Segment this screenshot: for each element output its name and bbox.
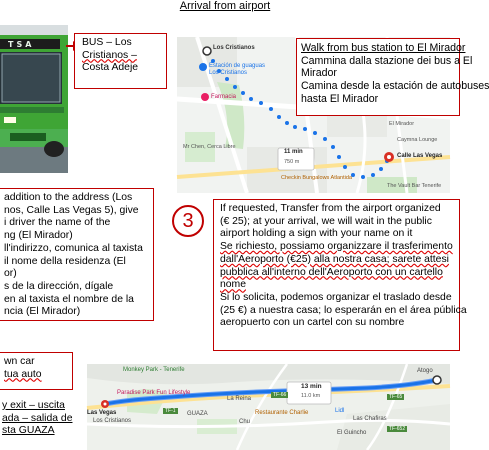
- transfer-line-3: airport holding a sign with your name on it: [220, 228, 413, 240]
- transfer-line-6: pubblica all'interno dell'Aeroporto con un cartello: [220, 266, 443, 278]
- map-label-estacion-2: Los Cristianos: [209, 70, 248, 76]
- walk-line-4: Camina desde la estación de autobuses: [301, 80, 489, 93]
- map-label-calle: Calle Las Vegas: [397, 153, 443, 159]
- taxi-line-4: ng (El Mirador): [4, 230, 73, 242]
- map2-label-chu: Chu: [239, 419, 251, 425]
- transfer-box: [213, 199, 467, 351]
- transfer-line-7: nome: [220, 279, 246, 291]
- map-label-checkin: Checkin Bungalows Atlantida: [281, 175, 352, 181]
- taxi-line-7: or): [4, 268, 17, 280]
- map2-label-guaza: GUAZA: [187, 411, 208, 417]
- bus-line-1: BUS – Los: [82, 37, 132, 48]
- map2-label-las-vegas: Las Vegas: [87, 410, 117, 416]
- taxi-line-1: addition to the address (Los: [4, 192, 133, 203]
- map-label-mirador: El Mirador: [389, 121, 415, 127]
- car-line-2: tua auto: [4, 368, 42, 380]
- exit-line-3: sta GUAZA: [2, 425, 55, 437]
- map2-label-paradise: Paradise Park Fun Lifestyle: [117, 390, 191, 396]
- map2-label-los-cristianos: Los Cristianos: [93, 418, 132, 424]
- transfer-line-9: (25 €) a nuestra casa; lo esperarán en el área pública: [220, 304, 467, 316]
- taxi-line-9: en al taxista el nombre de la: [4, 293, 134, 305]
- map-label-estacion-1: Estación de guaguas: [209, 63, 266, 69]
- walk-line-2: Cammina dalla stazione dei bus a El: [301, 54, 473, 67]
- taxi-line-2: nos, Calle Las Vegas 5), give: [4, 204, 139, 216]
- taxi-line-5: ll'indirizzo, comunica al taxista: [4, 242, 143, 254]
- transfer-line-2: (€ 25); at your arrival, we will wait in the public: [220, 215, 432, 227]
- walk-line-3: Mirador: [301, 67, 337, 80]
- car-line-1: wn car: [4, 356, 35, 367]
- map2-road-tf65: TF-65: [389, 394, 403, 400]
- map-label-vault: The Vault Bar Tenerife: [387, 183, 442, 189]
- map2-distance: 11.0 km: [301, 393, 321, 399]
- taxi-line-6: il nome della residenza (El: [4, 255, 126, 267]
- transfer-line-8: Si lo solicita, podemos organizar el traslado desde: [220, 291, 452, 303]
- taxi-line-8: s de la dirección, dígale: [4, 280, 114, 292]
- bus-photo: [0, 25, 68, 173]
- exit-line-2: ada – salida de: [2, 412, 73, 424]
- map2-duration: 13 min: [301, 383, 322, 390]
- car-box: [0, 352, 73, 390]
- map-label-caymna: Caymna Lounge: [397, 137, 438, 143]
- map2-label-lidl: Lidl: [335, 408, 345, 414]
- exit-text: [2, 400, 84, 438]
- map2-label-monkey: Monkey Park - Tenerife: [123, 367, 185, 373]
- transfer-line-5: dall'Aeroporto (€25) alla nostra casa; sarete attesi: [220, 253, 449, 265]
- map2-label-el-guincho: El Guincho: [337, 430, 367, 436]
- step-number-badge: 3: [172, 205, 204, 237]
- bus-line-2: Cristianos –: [82, 49, 137, 61]
- map2-road-tf652: TF-652: [389, 426, 406, 432]
- map-label-chen: Mr Chen, Cerca Libre: [183, 144, 236, 150]
- exit-line-1: y exit – uscita: [2, 400, 65, 411]
- taxi-line-10: ncia (El Mirador): [4, 306, 81, 318]
- map2-label-restaurante: Restaurante Charlie: [255, 410, 309, 416]
- map2-road-tf66: TF-66: [273, 392, 287, 398]
- map-label-pharmacy: Farmacia: [211, 94, 237, 100]
- map2-road-tf1: TF-1: [165, 408, 176, 414]
- transfer-line-10: aeropuerto con un cartel con su nombre: [220, 317, 405, 329]
- walk-line-1: Walk from bus station to El Mirador: [301, 42, 466, 54]
- driving-map: [87, 364, 450, 450]
- map2-label-atogo: Atogo: [417, 368, 433, 374]
- svg-text:TSA: TSA: [8, 40, 35, 49]
- map-distance: 750 m: [284, 159, 300, 165]
- transfer-line-4: Se richiesto, possiamo organizzare il trasferimento: [220, 241, 453, 253]
- taxi-box: [0, 188, 154, 321]
- bus-box: [74, 33, 167, 89]
- map-duration: 11 min: [284, 149, 303, 155]
- transfer-line-1: If requested, Transfer from the airport organized: [220, 203, 441, 214]
- page-title: Arrival from airport: [179, 0, 271, 12]
- taxi-line-3: i driver the name of the: [4, 217, 111, 229]
- map2-label-las-chafiras: Las Chafiras: [353, 416, 387, 422]
- walk-line-5: hasta El Mirador: [301, 92, 379, 105]
- map2-label-la-reina: La Reina: [227, 396, 252, 402]
- map-label-los-cristianos: Los Cristianos: [213, 45, 255, 51]
- bus-line-3: Costa Adeje: [82, 62, 139, 74]
- walk-box: [296, 38, 489, 116]
